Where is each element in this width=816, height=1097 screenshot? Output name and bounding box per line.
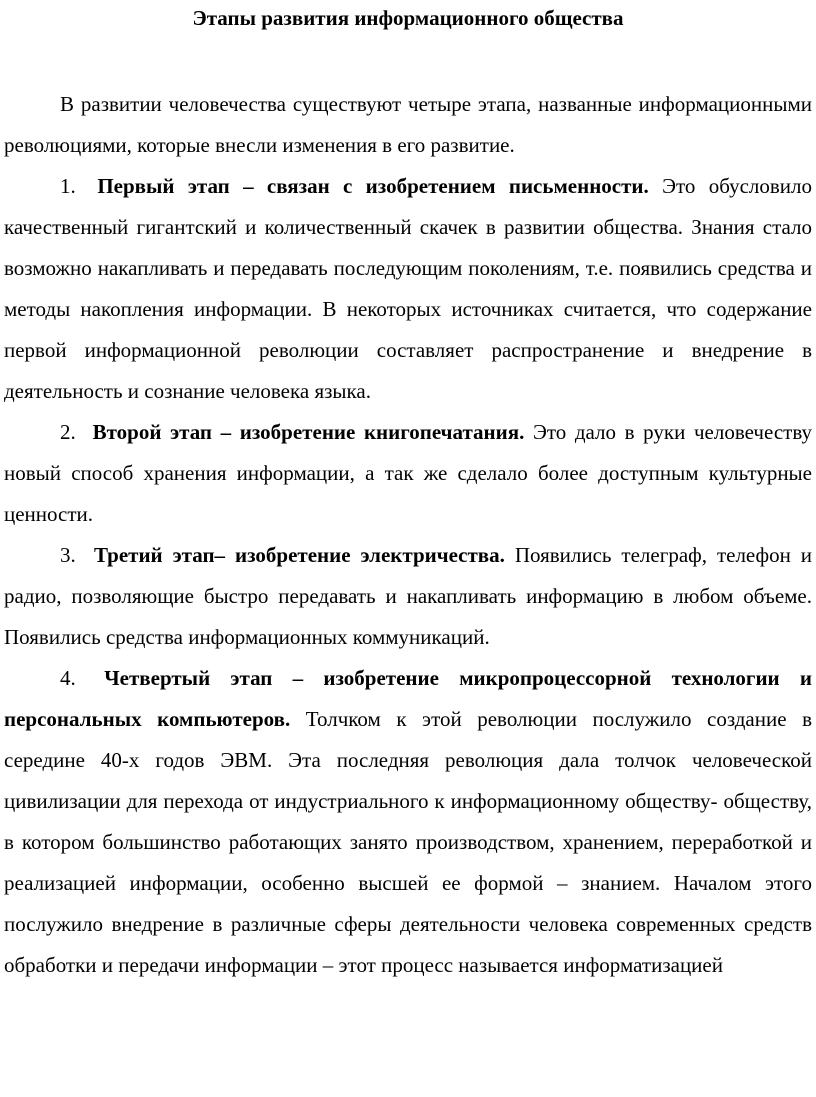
stage-2-paragraph xyxy=(4,412,812,535)
stage-4-heading: Четвертый этап – изобретение микропроцессорной технологии и персональных компьютеров. xyxy=(4,666,813,731)
stage-1-text: Это обусловило качественный гигантский и количественный скачек в развитии общества. Знания стало возможно накапливать и передавать последующим поколениям, т.е. появились средства и методы накопления информации. В некоторых источниках считается, что содержание первой информационной революции составляет распространение и внедрение в деятельность и сознание человека языка. xyxy=(4,174,813,403)
stage-1-heading: Первый этап – связан с изобретением письменности. xyxy=(97,174,649,198)
stage-4-paragraph xyxy=(4,658,812,986)
stage-3-text: Появились телеграф, телефон и радио, позволяющие быстро передавать и накапливать информацию в любом объеме. Появились средства информационных коммуникаций. xyxy=(4,543,813,649)
stage-3-paragraph xyxy=(4,535,812,658)
stage-3-number: 3. xyxy=(60,543,76,567)
stage-1-number: 1. xyxy=(60,174,76,198)
document-title: Этапы развития информационного общества xyxy=(192,6,624,30)
stage-1-paragraph xyxy=(4,166,812,412)
stage-3-heading: Третий этап– изобретение электричества. xyxy=(93,543,505,567)
stage-2-number: 2. xyxy=(60,420,76,444)
stage-2-text: Это дало в руки человечеству новый способ хранения информации, а так же сделало более доступным культурные ценности. xyxy=(4,420,813,526)
stage-4-number: 4. xyxy=(60,666,76,690)
intro-paragraph: В развитии человечества существуют четыре этапа, названные информационными революциями, которые внесли изменения в его развитие. xyxy=(4,92,812,157)
stage-4-text: Толчком к этой революции послужило создание в середине 40-х годов ЭВМ. Эта последняя революция дала толчок человеческой цивилизации для перехода от индустриального к информационному обществу- обществу, в котором большинство работающих занято производством, хранением, переработкой и реализацией информации, особенно высшей ее формой – знанием. Началом этого послужило внедрение в различные сферы деятельности человека современных средств обработки и передачи информации – этот процесс называется информатизацией xyxy=(4,707,812,977)
stage-2-heading: Второй этап – изобретение книгопечатания. xyxy=(92,420,525,444)
